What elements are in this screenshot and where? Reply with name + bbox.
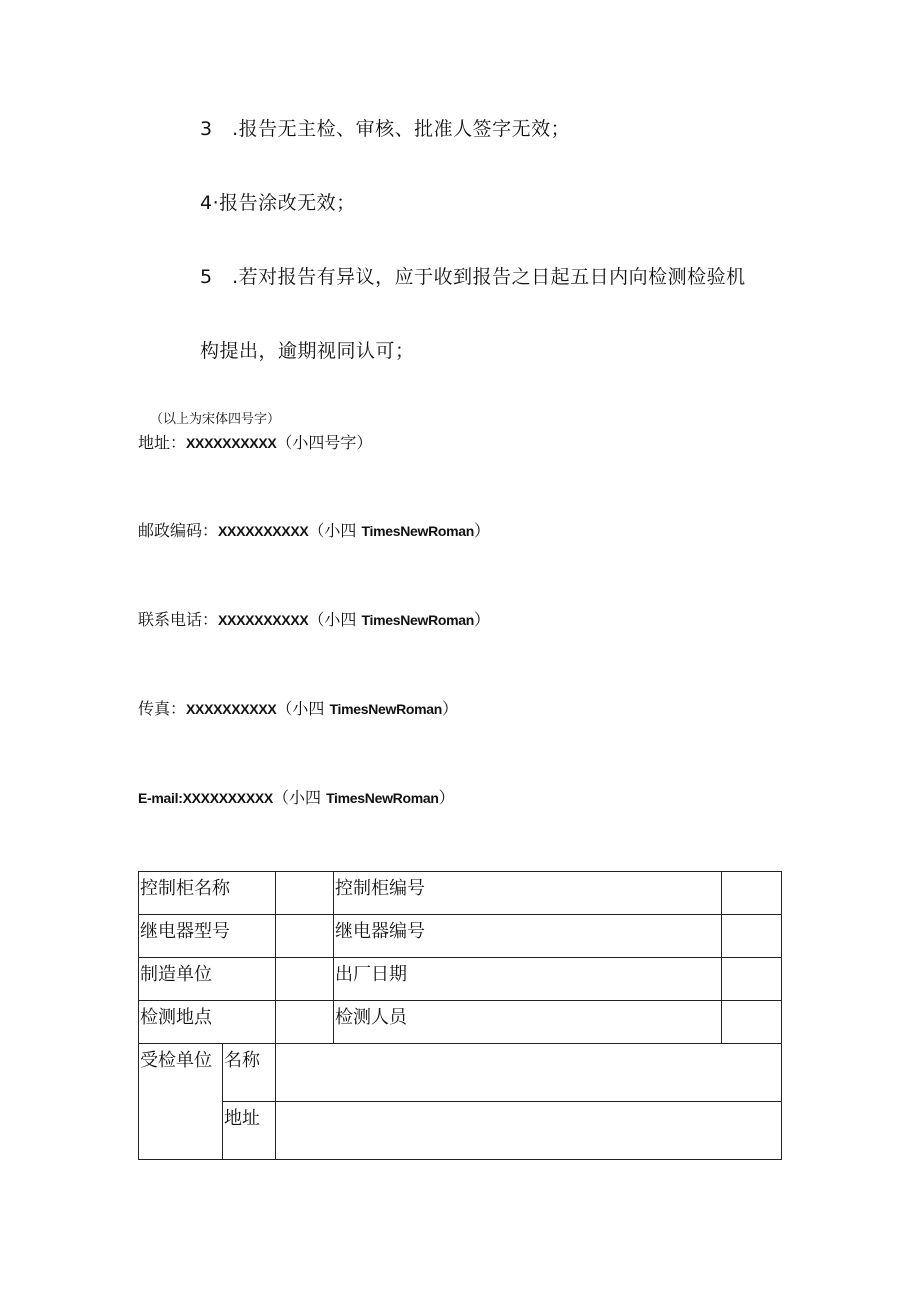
cabinet-no-value: [722, 872, 782, 915]
cabinet-no-label: 控制柜编号: [334, 872, 722, 915]
email-value: XXXXXXXXXX: [182, 790, 273, 806]
fax-hint-suffix: ）: [442, 699, 459, 718]
test-site-value: [276, 1001, 334, 1044]
relay-no-value: [722, 915, 782, 958]
table-row: [139, 1044, 782, 1102]
cabinet-name-value: [276, 872, 334, 915]
unit-address-value: [276, 1102, 782, 1160]
test-site-label: 检测地点: [139, 1001, 276, 1044]
fax-line: [138, 696, 458, 719]
phone-label: 联系电话：: [138, 610, 219, 629]
manufacturer-value: [276, 958, 334, 1001]
email-hint-font: TimesNewRoman: [326, 790, 439, 806]
note-line-4: 4·报告涂改无效；: [200, 192, 356, 214]
note-line-5-cont: 构提出，逾期视同认可；: [200, 340, 415, 362]
email-line: [138, 785, 455, 808]
address-hint: （小四号字）: [276, 433, 373, 452]
factory-date-value: [722, 958, 782, 1001]
unit-address-label: 地址: [223, 1102, 276, 1160]
unit-name-value: [276, 1044, 782, 1102]
fax-hint-font: TimesNewRoman: [329, 701, 443, 717]
postcode-hint-font: TimesNewRoman: [361, 523, 475, 539]
phone-hint-font: TimesNewRoman: [361, 612, 475, 628]
address-value: XXXXXXXXXX: [186, 435, 277, 451]
relay-info-table: [138, 871, 782, 1160]
fax-label: 传真：: [138, 699, 187, 718]
postcode-line: [138, 518, 490, 541]
fax-hint-prefix: （小四: [276, 699, 330, 718]
table-row: [139, 1001, 782, 1044]
relay-model-value: [276, 915, 334, 958]
cabinet-name-label: 控制柜名称: [139, 872, 276, 915]
fax-value: XXXXXXXXXX: [186, 701, 277, 717]
table-row: [139, 1102, 782, 1160]
note-line-5: 5 .若对报告有异议，应于收到报告之日起五日内向检测检验机: [200, 266, 746, 288]
note-line-3: 3 .报告无主检、审核、批准人签字无效；: [200, 118, 571, 140]
tester-label: 检测人员: [334, 1001, 722, 1044]
manufacturer-label: 制造单位: [139, 958, 276, 1001]
phone-line: [138, 607, 490, 630]
relay-no-label: 继电器编号: [334, 915, 722, 958]
phone-hint-prefix: （小四: [308, 610, 362, 629]
address-label: 地址：: [138, 433, 187, 452]
tester-value: [722, 1001, 782, 1044]
postcode-label: 邮政编码：: [138, 521, 219, 540]
table-row: [139, 915, 782, 958]
postcode-value: XXXXXXXXXX: [218, 523, 309, 539]
postcode-hint-suffix: ）: [474, 521, 491, 540]
relay-model-label: 继电器型号: [139, 915, 276, 958]
email-label: E-mail:: [138, 790, 183, 806]
email-hint-prefix: （小四: [272, 788, 327, 807]
phone-value: XXXXXXXXXX: [218, 612, 309, 628]
table-row: [139, 958, 782, 1001]
email-hint-suffix: ）: [438, 788, 455, 807]
font-note: （以上为宋体四号字）: [150, 412, 281, 427]
phone-hint-suffix: ）: [474, 610, 491, 629]
inspected-unit-label: 受检单位: [139, 1044, 223, 1160]
table-row: [139, 872, 782, 915]
postcode-hint-prefix: （小四: [308, 521, 362, 540]
unit-name-label: 名称: [223, 1044, 276, 1102]
address-line: [138, 430, 372, 453]
factory-date-label: 出厂日期: [334, 958, 722, 1001]
